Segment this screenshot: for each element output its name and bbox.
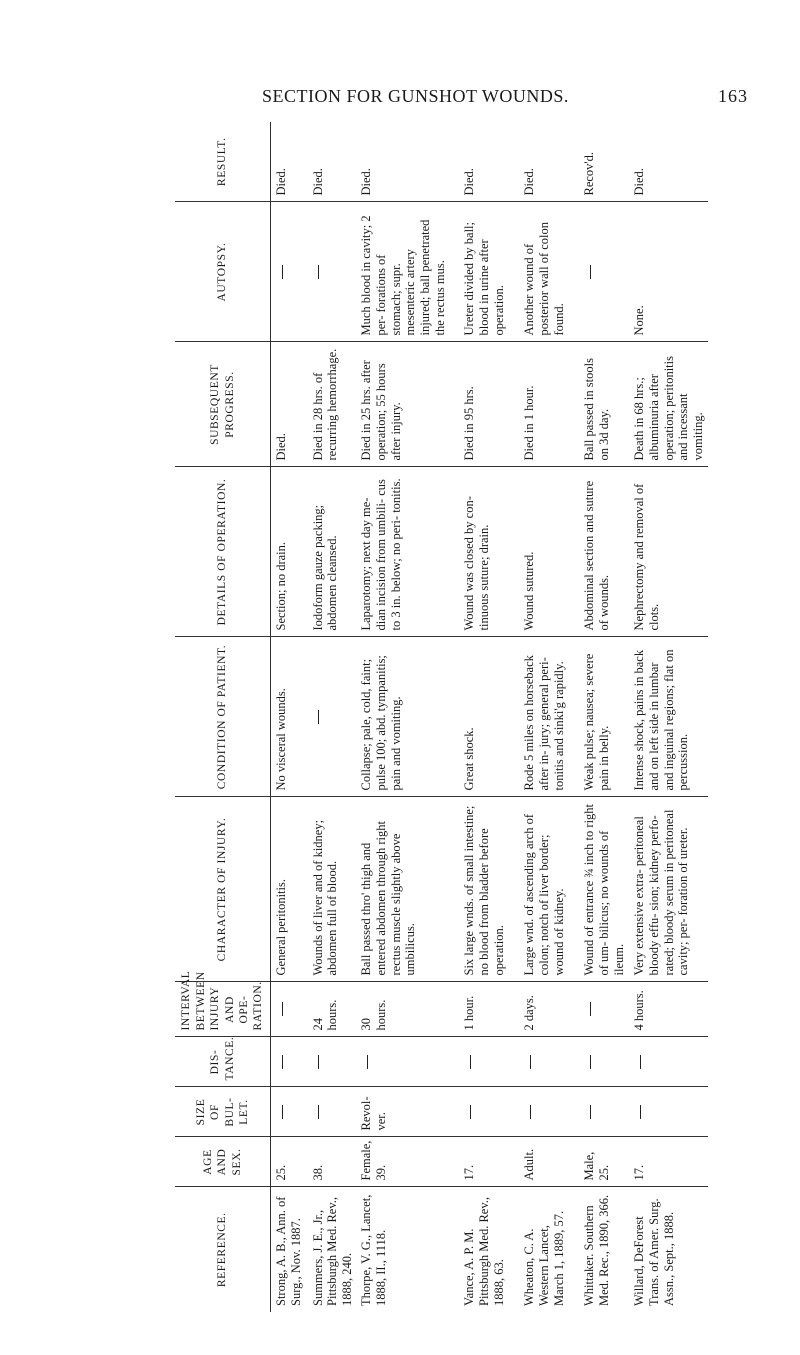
cell-size-of-bullet: [459, 1087, 519, 1137]
table-row: [271, 122, 308, 1312]
cell-reference: Wheaton, C. A. Western Lancet, March 1, 1889, 57.: [519, 1187, 579, 1312]
empty-dash: [470, 1055, 471, 1069]
cell-character-of-injury: Six large wnds. of small intestine; no blood from bladder before operation.: [459, 797, 519, 982]
cell-age-sex: 17.: [459, 1137, 519, 1187]
empty-dash: [590, 265, 591, 279]
cell-reference: Vance, A. P. M. Pittsburgh Med. Rev., 1888, 63.: [459, 1187, 519, 1312]
cell-autopsy: [579, 202, 629, 342]
header-details-of-operation: DETAILS OF OPERATION.: [175, 467, 271, 637]
cell-condition-of-patient: Rode 5 miles on horseback after in- jury; general peri- tonitis and sinki'g rapidly.: [519, 637, 579, 797]
cell-result: Died.: [356, 122, 459, 202]
cell-details-of-operation: Wound was closed by con- tinuous suture; drain.: [459, 467, 519, 637]
cell-details-of-operation: Iodoform gauze packing; abdomen cleansed.: [308, 467, 357, 637]
header-result: RESULT.: [175, 122, 271, 202]
cell-size-of-bullet: Revol- ver.: [356, 1087, 459, 1137]
cell-condition-of-patient: Weak pulse; nausea; severe pain in belly.: [579, 637, 629, 797]
cell-size-of-bullet: [271, 1087, 308, 1137]
cell-subsequent-progress: Died.: [271, 342, 308, 467]
cell-distance: [308, 1037, 357, 1087]
cell-autopsy: [308, 202, 357, 342]
empty-dash: [640, 1055, 641, 1069]
header-row: [175, 122, 271, 1312]
cell-details-of-operation: Abdominal section and suture of wounds.: [579, 467, 629, 637]
cell-subsequent-progress: Died in 95 hrs.: [459, 342, 519, 467]
cell-size-of-bullet: [308, 1087, 357, 1137]
cell-interval: [271, 982, 308, 1037]
cell-age-sex: Male, 25.: [579, 1137, 629, 1187]
empty-dash: [470, 1105, 471, 1119]
cell-age-sex: 17.: [629, 1137, 707, 1187]
cell-subsequent-progress: Died in 25 hrs. after operation; 55 hours after injury.: [356, 342, 459, 467]
cell-interval: 30 hours.: [356, 982, 459, 1037]
empty-dash: [367, 1055, 368, 1069]
cell-condition-of-patient: Great shock.: [459, 637, 519, 797]
cell-autopsy: Ureter divided by ball; blood in urine after operation.: [459, 202, 519, 342]
case-table-rotated: [175, 122, 705, 1312]
cell-reference: Strong, A. B., Ann. of Surg., Nov. 1887.: [271, 1187, 308, 1312]
header-distance: DIS- TANCE.: [175, 1037, 271, 1087]
empty-dash: [530, 1105, 531, 1119]
cell-distance: [629, 1037, 707, 1087]
cell-subsequent-progress: Ball passed in stools on 3d day.: [579, 342, 629, 467]
header-character-of-injury: CHARACTER OF INJURY.: [175, 797, 271, 982]
cell-autopsy: Another wound of posterior wall of colon found.: [519, 202, 579, 342]
empty-dash: [590, 1055, 591, 1069]
empty-dash: [282, 265, 283, 279]
cell-subsequent-progress: Death in 68 hrs.; albuminuria after operation; peritonitis and incessant vomiting.: [629, 342, 707, 467]
cell-reference: Whittaker. Southern Med. Rec., 1890, 366.: [579, 1187, 629, 1312]
cell-distance: [579, 1037, 629, 1087]
cell-result: Died.: [308, 122, 357, 202]
cell-character-of-injury: Large wnd. of ascending arch of colon; notch of liver border; wound of kidney.: [519, 797, 579, 982]
cell-distance: [519, 1037, 579, 1087]
cell-age-sex: 38.: [308, 1137, 357, 1187]
cell-interval: 24 hours.: [308, 982, 357, 1037]
cell-distance: [271, 1037, 308, 1087]
cell-autopsy: [271, 202, 308, 342]
cell-age-sex: Adult.: [519, 1137, 579, 1187]
cell-details-of-operation: Laparotomy; next day me- dian incision from umbili- cus to 3 in. below; no peri- tonitis.: [356, 467, 459, 637]
cell-result: Died.: [629, 122, 707, 202]
empty-dash: [318, 1105, 319, 1119]
table-row: [459, 122, 519, 1312]
cell-details-of-operation: Wound sutured.: [519, 467, 579, 637]
table-row: [308, 122, 357, 1312]
table-row: [629, 122, 707, 1312]
cell-character-of-injury: General peritonitis.: [271, 797, 308, 982]
empty-dash: [282, 1055, 283, 1069]
cell-result: Died.: [459, 122, 519, 202]
cell-condition-of-patient: Intense shock, pains in back and on left side in lumbar and inguinal regions; flat on percussion.: [629, 637, 707, 797]
cell-autopsy: None.: [629, 202, 707, 342]
running-head: SECTION FOR GUNSHOT WOUNDS.: [262, 86, 569, 106]
header-condition-of-patient: CONDITION OF PATIENT.: [175, 637, 271, 797]
cell-reference: Summers, J. E., Jr., Pittsburgh Med. Rev., 1888, 240.: [308, 1187, 357, 1312]
page-header: [0, 86, 800, 110]
empty-dash: [318, 1055, 319, 1069]
cell-character-of-injury: Wounds of liver and of kidney; abdomen full of blood.: [308, 797, 357, 982]
header-interval: INTERVAL BETWEEN INJURY AND OPE- RATION.: [175, 982, 271, 1037]
cell-size-of-bullet: [519, 1087, 579, 1137]
cell-size-of-bullet: [579, 1087, 629, 1137]
cell-reference: Thorpe, V. G., Lancet, 1888, II., 1118.: [356, 1187, 459, 1312]
cell-condition-of-patient: No visceral wounds.: [271, 637, 308, 797]
cell-distance: [356, 1037, 459, 1087]
cell-distance: [459, 1037, 519, 1087]
cell-result: Died.: [519, 122, 579, 202]
cell-reference: Willard, DeForest Trans. of Amer. Surg. Assn., Sept., 1888.: [629, 1187, 707, 1312]
empty-dash: [530, 1055, 531, 1069]
cell-character-of-injury: Wound of entrance ¾ inch to right of um- bilicus; no wounds of ileum.: [579, 797, 629, 982]
header-reference: REFERENCE.: [175, 1187, 271, 1312]
cell-character-of-injury: Very extensive extra- peritoneal bloody effu- sion; kidney perfo- rated; bloody serum in peritoneal cavity; per- foration of ureter.: [629, 797, 707, 982]
cell-details-of-operation: Nephrectomy and removal of clots.: [629, 467, 707, 637]
empty-dash: [640, 1105, 641, 1119]
cell-interval: [579, 982, 629, 1037]
cell-result: Died.: [271, 122, 308, 202]
empty-dash: [318, 710, 319, 724]
cell-result: Recov'd.: [579, 122, 629, 202]
cell-details-of-operation: Section; no drain.: [271, 467, 308, 637]
empty-dash: [282, 1003, 283, 1017]
cell-character-of-injury: Ball passed thro' thigh and entered abdomen through right rectus muscle slightly above umbilicus.: [356, 797, 459, 982]
gunshot-cases-table: [175, 122, 708, 1312]
cell-size-of-bullet: [629, 1087, 707, 1137]
empty-dash: [282, 1105, 283, 1119]
cell-condition-of-patient: [308, 637, 357, 797]
header-subsequent-progress: SUBSEQUENT PROGRESS.: [175, 342, 271, 467]
cell-subsequent-progress: Died in 1 hour.: [519, 342, 579, 467]
empty-dash: [318, 265, 319, 279]
cell-age-sex: Female, 39.: [356, 1137, 459, 1187]
header-age-sex: AGE AND SEX.: [175, 1137, 271, 1187]
table-row: [356, 122, 459, 1312]
page-number: 163: [718, 86, 748, 106]
cell-autopsy: Much blood in cavity; 2 per- forations of stomach; supr. mesenteric artery injured; ball penetrated the rectus mus.: [356, 202, 459, 342]
cell-interval: 1 hour.: [459, 982, 519, 1037]
empty-dash: [590, 1105, 591, 1119]
cell-condition-of-patient: Collapse; pale, cold, faint; pulse 100; abd. tympanitis; pain and vomiting.: [356, 637, 459, 797]
cell-interval: 2 days.: [519, 982, 579, 1037]
cell-subsequent-progress: Died in 28 hrs. of recurring hemorrhage.: [308, 342, 357, 467]
cell-age-sex: 25.: [271, 1137, 308, 1187]
header-autopsy: AUTOPSY.: [175, 202, 271, 342]
table-row: [579, 122, 629, 1312]
empty-dash: [590, 1003, 591, 1017]
cell-interval: 4 hours.: [629, 982, 707, 1037]
table-row: [519, 122, 579, 1312]
header-size-of-bullet: SIZE OF BUL- LET.: [175, 1087, 271, 1137]
